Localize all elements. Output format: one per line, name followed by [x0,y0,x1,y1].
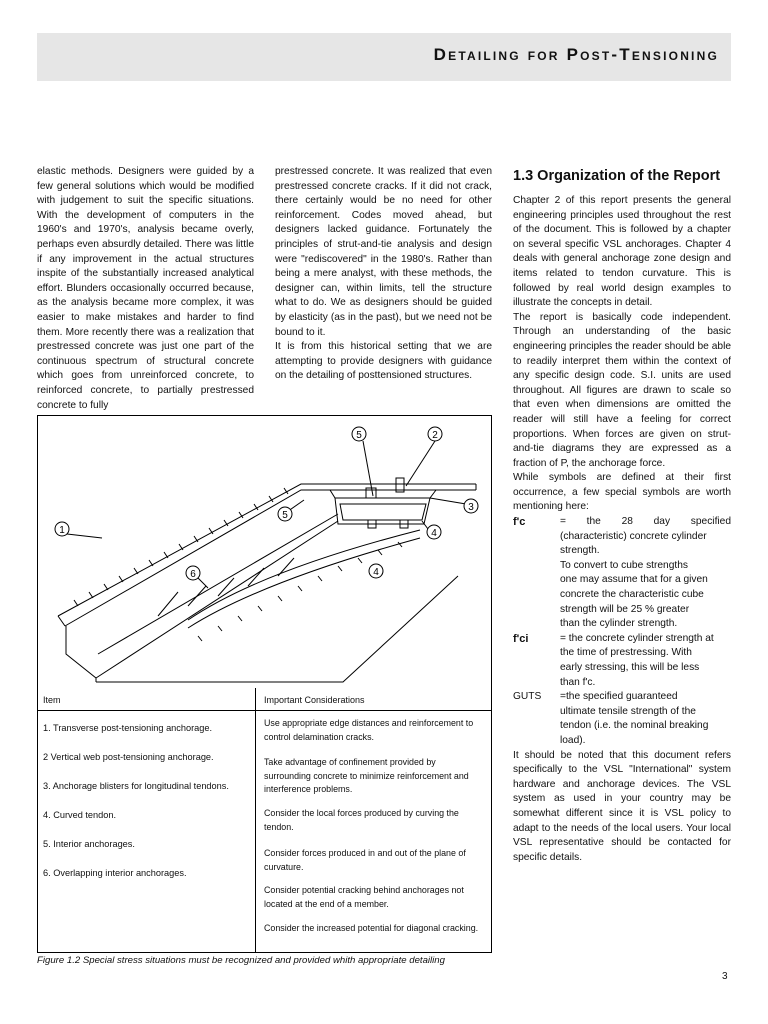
paragraph: elastic methods. Designers were guided by a few general solutions which would be modified with judgement to suit the specific situations. With the development of computers in the 1960's and 1970's, analysis became overly, perhaps even absurdly detailed. There was little if any improvement in the actual structures inspite of the substantially increased analytical effort. Blunders occasionally occurred because, as the analysis became more complex, it was easier to make mistakes and harder to find them. More recently there was a realization that prestressed concrete was just one part of the continuous spectrum of structural concrete which goes from unreinforced concrete, to reinforced concrete, to partially prestressed concrete to fully [37,166,254,411]
text-column-3 [513,168,731,865]
figure-1-2 [37,415,492,953]
table-item: 1. Transverse post-tensioning anchorage. [43,723,213,733]
symbol-definition: = the concrete cylinder strength at the time of prestressing. With early stressing, this will be less than f'c. [560,632,714,688]
paragraph: prestressed concrete. It was realized that even prestressed concrete cracks. If it did not crack, there certainly would be no need for other reinforcement. Codes moved ahead, but designers lacked guidance. Fortunately the principles of strut-and-tie analysis and design were "rediscovered" in the 1980's. Rather than being a mere analyst, with these methods, the designer can, within limits, tell the structure what to do. We as designers should be guided by elasticity (as in the past), but we need not be bound to it. [275,166,492,338]
callout-label: 3 [468,502,474,513]
paragraph: While symbols are defined at their first occurrence, a few special symbols are worth mentioning here: [513,472,731,513]
text-column-2 [275,165,492,384]
figure-caption: Figure 1.2 Special stress situations must be recognized and provided whith appropriate detailing [37,955,445,966]
table-item: 3. Anchorage blisters for longitudinal tendons. [43,781,229,791]
callout-label: 4 [373,567,379,578]
table-header-item: Item [43,695,61,705]
text-column-1 [37,165,254,413]
table-consideration: Consider potential cracking behind anchorages not located at the end of a member. [264,885,464,909]
symbol: f'c [513,516,526,529]
table-consideration: Use appropriate edge distances and reinforcement to control delamination cracks. [264,718,474,742]
symbol: f'ci [513,632,529,645]
running-header-title: Detailing for Post-Tensioning [433,45,719,64]
header-band [37,33,731,81]
table-item: 2 Vertical web post-tensioning anchorage. [43,752,214,762]
table-column-divider [255,688,256,953]
callout-label: 2 [432,430,438,441]
callout-label: 5 [282,510,288,521]
box-girder-drawing [38,416,491,688]
table-item: 4. Curved tendon. [43,810,117,820]
symbol-definition: = the 28 day specified (characteristic) concrete cylinder strength. To convert to cube strengths one may assume that for a given concrete the characteristic cube strength will be 25 % greater than the cylinder strength. [560,516,731,630]
table-item: 5. Interior anchorages. [43,839,135,849]
table-rule [38,710,491,711]
symbol-definition: =the specified guaranteed ultimate tensile strength of the tendon (i.e. the nominal breaking load). [560,691,709,746]
table-item: 6. Overlapping interior anchorages. [43,868,187,878]
section-heading: 1.3 Organization of the Report [513,168,721,184]
symbol-definition-fc [513,515,731,632]
paragraph: It is from this historical setting that we are attempting to provide designers with guidance on the detailing of posttensioned structures. [275,341,492,382]
table-consideration: Consider the local forces produced by curving the tendon. [264,808,459,832]
callout-label: 5 [356,430,362,441]
paragraph: Chapter 2 of this report presents the general engineering principles used throughout the rest of the document. This is followed by a chapter on several specific VSL anchorages. Chapter 4 deals with general anchorage zone design and items related to tendon curvature. This is followed by real world design examples to illustrate the concepts in detail. [513,195,731,309]
callout-label: 4 [431,528,437,539]
symbol: GUTS [513,691,542,703]
callout-label: 6 [190,569,196,580]
table-consideration: Consider the increased potential for diagonal cracking. [264,923,479,933]
symbol-definition-fci [513,632,731,690]
table-consideration: Consider forces produced in and out of the plane of curvature. [264,848,466,872]
table-header-considerations: Important Considerations [264,695,365,705]
symbol-definition-guts [513,690,731,748]
paragraph: It should be noted that this document refers specifically to the VSL "International" system hardware and anchorage devices. The VSL system as used in your country may be somewhat different since it is VSL policy to adapt to the needs of the local users. Your local VSL representative should be contacted for specific details. [513,749,731,863]
table-consideration: Take advantage of confinement provided by surrounding concrete to minimize reinforcement and interference problems. [264,757,469,795]
callout-label: 1 [59,525,65,536]
paragraph: The report is basically code independent. Through an understanding of the basic engineering principles the reader should be able to readily interpret them within the context of any specific design code. S.I. units are used throughout. All figures are drawn to scale so that even when dimensions are omitted the reader will still have a feeling for correct proportions. When forces are given on strut-and-tie diagrams they are expressed as a fraction of P, the anchorage force. [513,311,731,469]
page-number: 3 [722,971,728,982]
